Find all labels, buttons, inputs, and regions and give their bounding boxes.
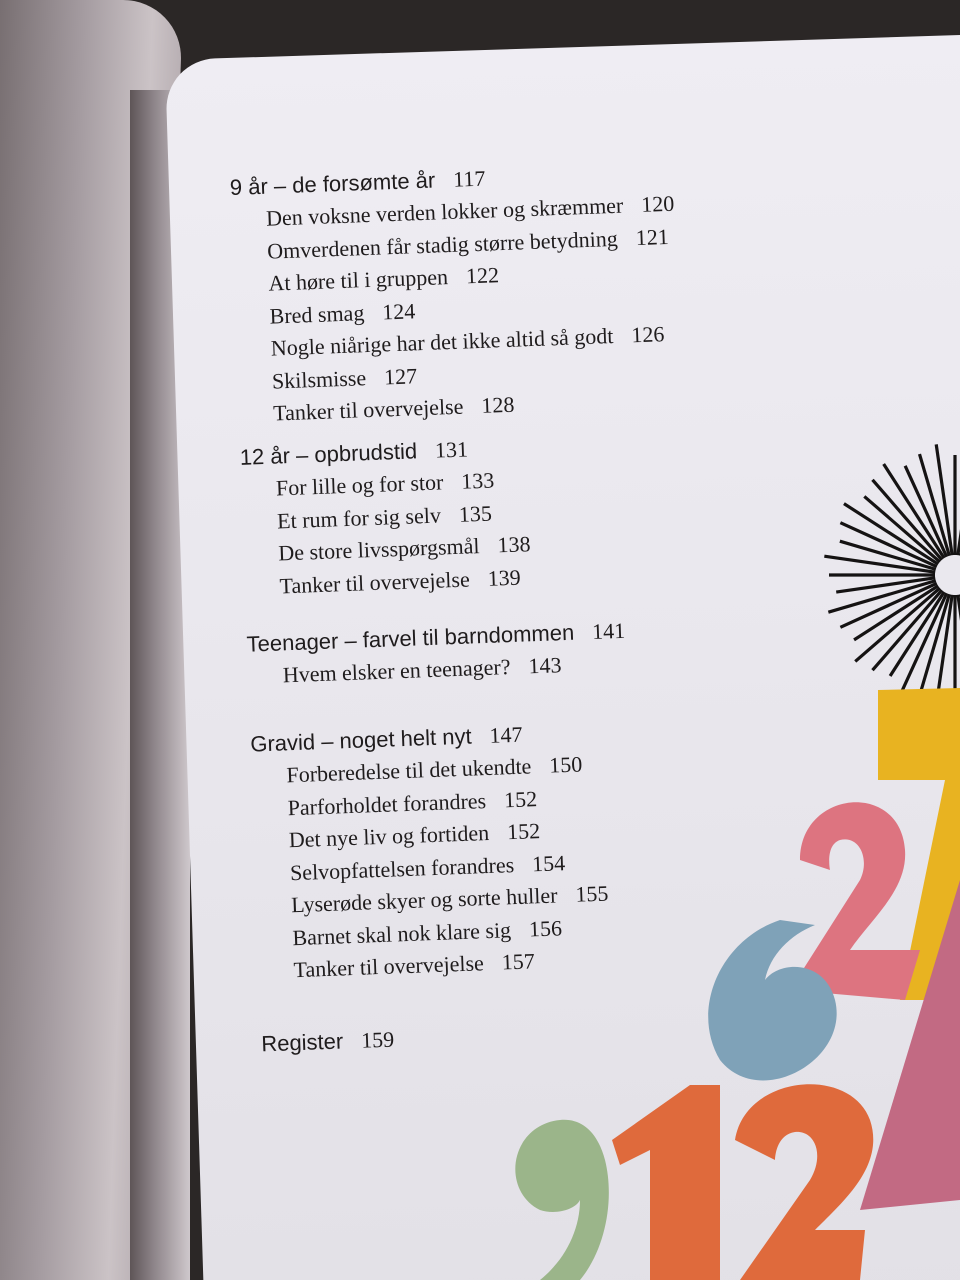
- toc-subsection-entry: [267, 223, 669, 264]
- toc-chapter-heading: [250, 722, 523, 758]
- subsection-page-number: 138: [496, 531, 531, 558]
- toc-subsection-entry: [273, 392, 515, 427]
- subsection-title: Barnet skal nok klare sig: [291, 916, 512, 950]
- toc-subsection-entry: [277, 500, 493, 534]
- toc-subsection-entry: [291, 881, 609, 919]
- toc-subsection-entry: [293, 948, 535, 983]
- subsection-title: Selvopfattelsen forandres: [289, 851, 515, 885]
- subsection-title: Parforholdet forandres: [287, 787, 487, 820]
- toc-subsection-entry: [269, 298, 416, 329]
- toc-subsection-entry: [290, 850, 566, 886]
- subsection-page-number: 157: [501, 948, 536, 975]
- subsection-page-number: 143: [528, 652, 562, 679]
- subsection-page-number: 133: [460, 467, 495, 494]
- toc-subsection-entry: [268, 262, 499, 296]
- chapter-title: 9 år – de forsømte år: [229, 167, 436, 200]
- subsection-title: Bred smag: [269, 299, 365, 329]
- subsection-page-number: 135: [458, 500, 493, 527]
- chapter-page-number: 159: [360, 1026, 395, 1053]
- subsection-page-number: 152: [506, 818, 541, 845]
- subsection-page-number: 124: [381, 297, 416, 324]
- subsection-title: Lyserøde skyer og sorte huller: [290, 882, 558, 918]
- subsection-title: At høre til i gruppen: [267, 264, 449, 296]
- toc-subsection-entry: [282, 652, 562, 688]
- subsection-title: For lille og for stor: [275, 469, 444, 501]
- toc-chapter-heading: [229, 166, 485, 201]
- toc-subsection-entry: [270, 321, 664, 361]
- chapter-page-number: 117: [452, 165, 486, 192]
- toc-subsection-entry: [287, 786, 537, 821]
- subsection-page-number: 152: [503, 785, 538, 812]
- chapter-page-number: 131: [434, 436, 469, 463]
- toc-subsection-entry: [288, 818, 540, 853]
- chapter-title: Gravid – noget helt nyt: [249, 723, 472, 757]
- toc-chapter-heading: [246, 618, 625, 658]
- toc-subsection-entry: [275, 468, 494, 502]
- toc-subsection-entry: [279, 564, 521, 599]
- subsection-title: Tanker til overvejelse: [272, 393, 464, 426]
- subsection-title: Et rum for sig selv: [276, 502, 442, 533]
- subsection-page-number: 154: [531, 849, 566, 876]
- subsection-title: Omverdenen får stadig større betydning: [266, 225, 619, 264]
- subsection-page-number: 156: [528, 914, 563, 942]
- toc-subsection-entry: [292, 915, 563, 951]
- toc-chapter-heading: [261, 1027, 395, 1058]
- subsection-page-number: 139: [487, 564, 522, 591]
- toc-chapter-heading: [239, 436, 468, 470]
- subsection-page-number: 128: [480, 391, 515, 418]
- subsection-page-number: 122: [465, 262, 500, 289]
- subsection-title: Den voksne verden lokker og skræmmer: [265, 192, 624, 231]
- subsection-page-number: 127: [383, 362, 418, 389]
- chapter-page-number: 147: [489, 721, 523, 748]
- subsection-title: Forberedelse til det ukendte: [286, 753, 532, 788]
- subsection-page-number: 121: [635, 223, 670, 250]
- toc-subsection-entry: [272, 363, 418, 394]
- subsection-title: Tanker til overvejelse: [279, 565, 471, 598]
- chapter-title: Register: [260, 1028, 344, 1057]
- subsection-title: Nogle niårige har det ikke altid så godt: [270, 323, 614, 361]
- toc-subsection-entry: [286, 751, 583, 788]
- chapter-title: 12 år – opbrudstid: [239, 438, 418, 470]
- subsection-page-number: 150: [548, 751, 583, 778]
- toc-subsection-entry: [278, 531, 531, 566]
- subsection-title: Det nye liv og fortiden: [288, 819, 490, 853]
- subsection-title: De store livsspørgsmål: [277, 533, 480, 566]
- chapter-page-number: 141: [591, 617, 626, 645]
- subsection-title: Tanker til overvejelse: [293, 950, 485, 983]
- subsection-title: Skilsmisse: [271, 364, 367, 394]
- subsection-title: Hvem elsker en teenager?: [282, 654, 511, 688]
- chapter-title: Teenager – farvel til barndommen: [246, 619, 575, 657]
- subsection-page-number: 126: [630, 321, 665, 348]
- subsection-page-number: 155: [574, 880, 609, 907]
- subsection-page-number: 120: [640, 190, 675, 217]
